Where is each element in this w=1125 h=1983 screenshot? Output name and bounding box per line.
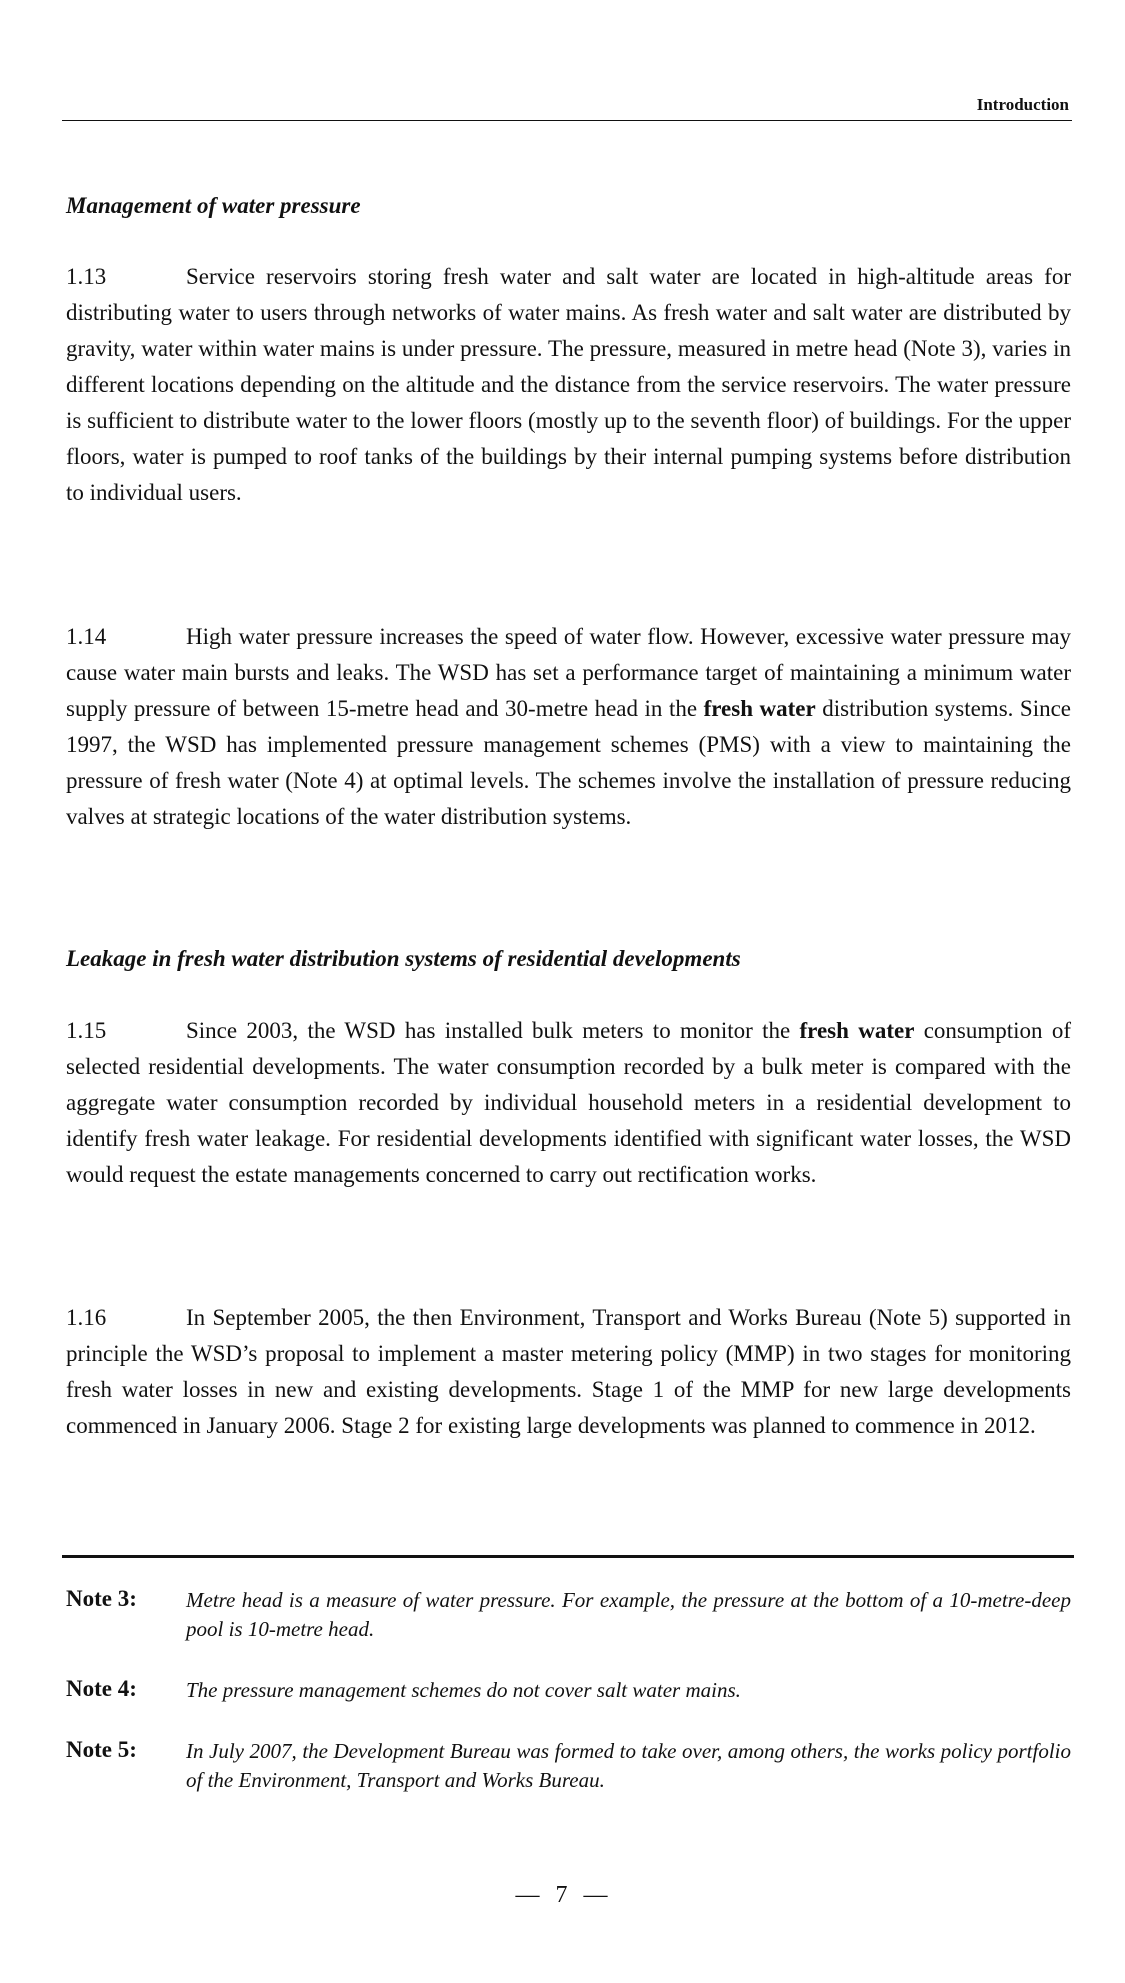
footnote-text: The pressure management schemes do not cover salt water mains. (186, 1678, 741, 1702)
header-rule (62, 120, 1072, 121)
section-heading-water-pressure: Management of water pressure (66, 193, 361, 218)
paragraph-number: 1.16 (66, 1305, 107, 1330)
paragraph-bold-text: fresh water (703, 696, 816, 721)
paragraph-number: 1.14 (66, 624, 107, 649)
paragraph-1-14 (66, 619, 1071, 835)
footnote-text: Metre head is a measure of water pressure. For example, the pressure at the bottom of a 10-metre-deep pool is 10-metre head. (186, 1588, 1071, 1641)
running-header: Introduction (976, 95, 1069, 114)
paragraph-text: High water pressure increases the speed of water flow. However, excessive water pressure may cause water main bursts and leaks. The WSD has set a performance target of maintaining a minimum water supply pressure of between 15-metre head and 30-metre head in the (66, 624, 1071, 721)
footnote-3 (66, 1586, 1071, 1644)
footnote-label: Note 5: (66, 1737, 137, 1762)
page-number-dash-left: — (515, 1882, 542, 1908)
page-number (0, 1882, 1125, 1909)
paragraph-1-13 (66, 259, 1071, 511)
paragraph-text: Service reservoirs storing fresh water and salt water are located in high-altitude areas for distributing water to users through networks of water mains. As fresh water and salt water are distributed by gravity, water within water mains is under pressure. The pressure, measured in metre head (Note 3), varies in different locations depending on the altitude and the distance from the service reservoirs. The water pressure is sufficient to distribute water to the lower floors (mostly up to the seventh floor) of buildings. For the upper floors, water is pumped to roof tanks of the buildings by their internal pumping systems before distribution to individual users. (66, 264, 1071, 505)
page-number-value: 7 (555, 1882, 570, 1908)
paragraph-number: 1.13 (66, 264, 107, 289)
paragraph-text: In September 2005, the then Environment, Transport and Works Bureau (Note 5) supported in principle the WSD’s proposal to implement a master metering policy (MMP) in two stages for monitoring fresh water losses in new and existing developments. Stage 1 of the MMP for new large developments commenced in January 2006. Stage 2 for existing large developments was planned to commence in 2012. (66, 1305, 1071, 1438)
paragraph-number: 1.15 (66, 1018, 107, 1043)
paragraph-text: distribution systems. Since 1997, the WSD has implemented pressure management schemes (PMS) with a view to maintaining the pressure of fresh water (Note 4) at optimal levels. The schemes involve the installation of pressure reducing valves at strategic locations of the water distribution systems. (66, 696, 1072, 829)
section-heading-leakage: Leakage in fresh water distribution systems of residential developments (66, 946, 741, 971)
paragraph-text: Since 2003, the WSD has installed bulk meters to monitor the (186, 1018, 800, 1043)
footnote-text: In July 2007, the Development Bureau was formed to take over, among others, the works policy portfolio of the Environment, Transport and Works Bureau. (186, 1739, 1071, 1792)
footnote-label: Note 3: (66, 1586, 137, 1611)
footnote-rule (62, 1555, 1074, 1558)
footnote-4 (66, 1676, 1071, 1705)
paragraph-bold-text: fresh water (799, 1018, 915, 1043)
footnote-label: Note 4: (66, 1676, 137, 1701)
paragraph-1-16 (66, 1300, 1071, 1444)
footnote-5 (66, 1737, 1071, 1795)
page-number-dash-right: — (583, 1882, 610, 1908)
paragraph-text: consumption of selected residential developments. The water consumption recorded by a bulk meter is compared with the aggregate water consumption recorded by individual household meters in a residential development to identify fresh water leakage. For residential developments identified with significant water losses, the WSD would request the estate managements concerned to carry out rectification works. (66, 1018, 1071, 1187)
paragraph-1-15 (66, 1013, 1071, 1193)
